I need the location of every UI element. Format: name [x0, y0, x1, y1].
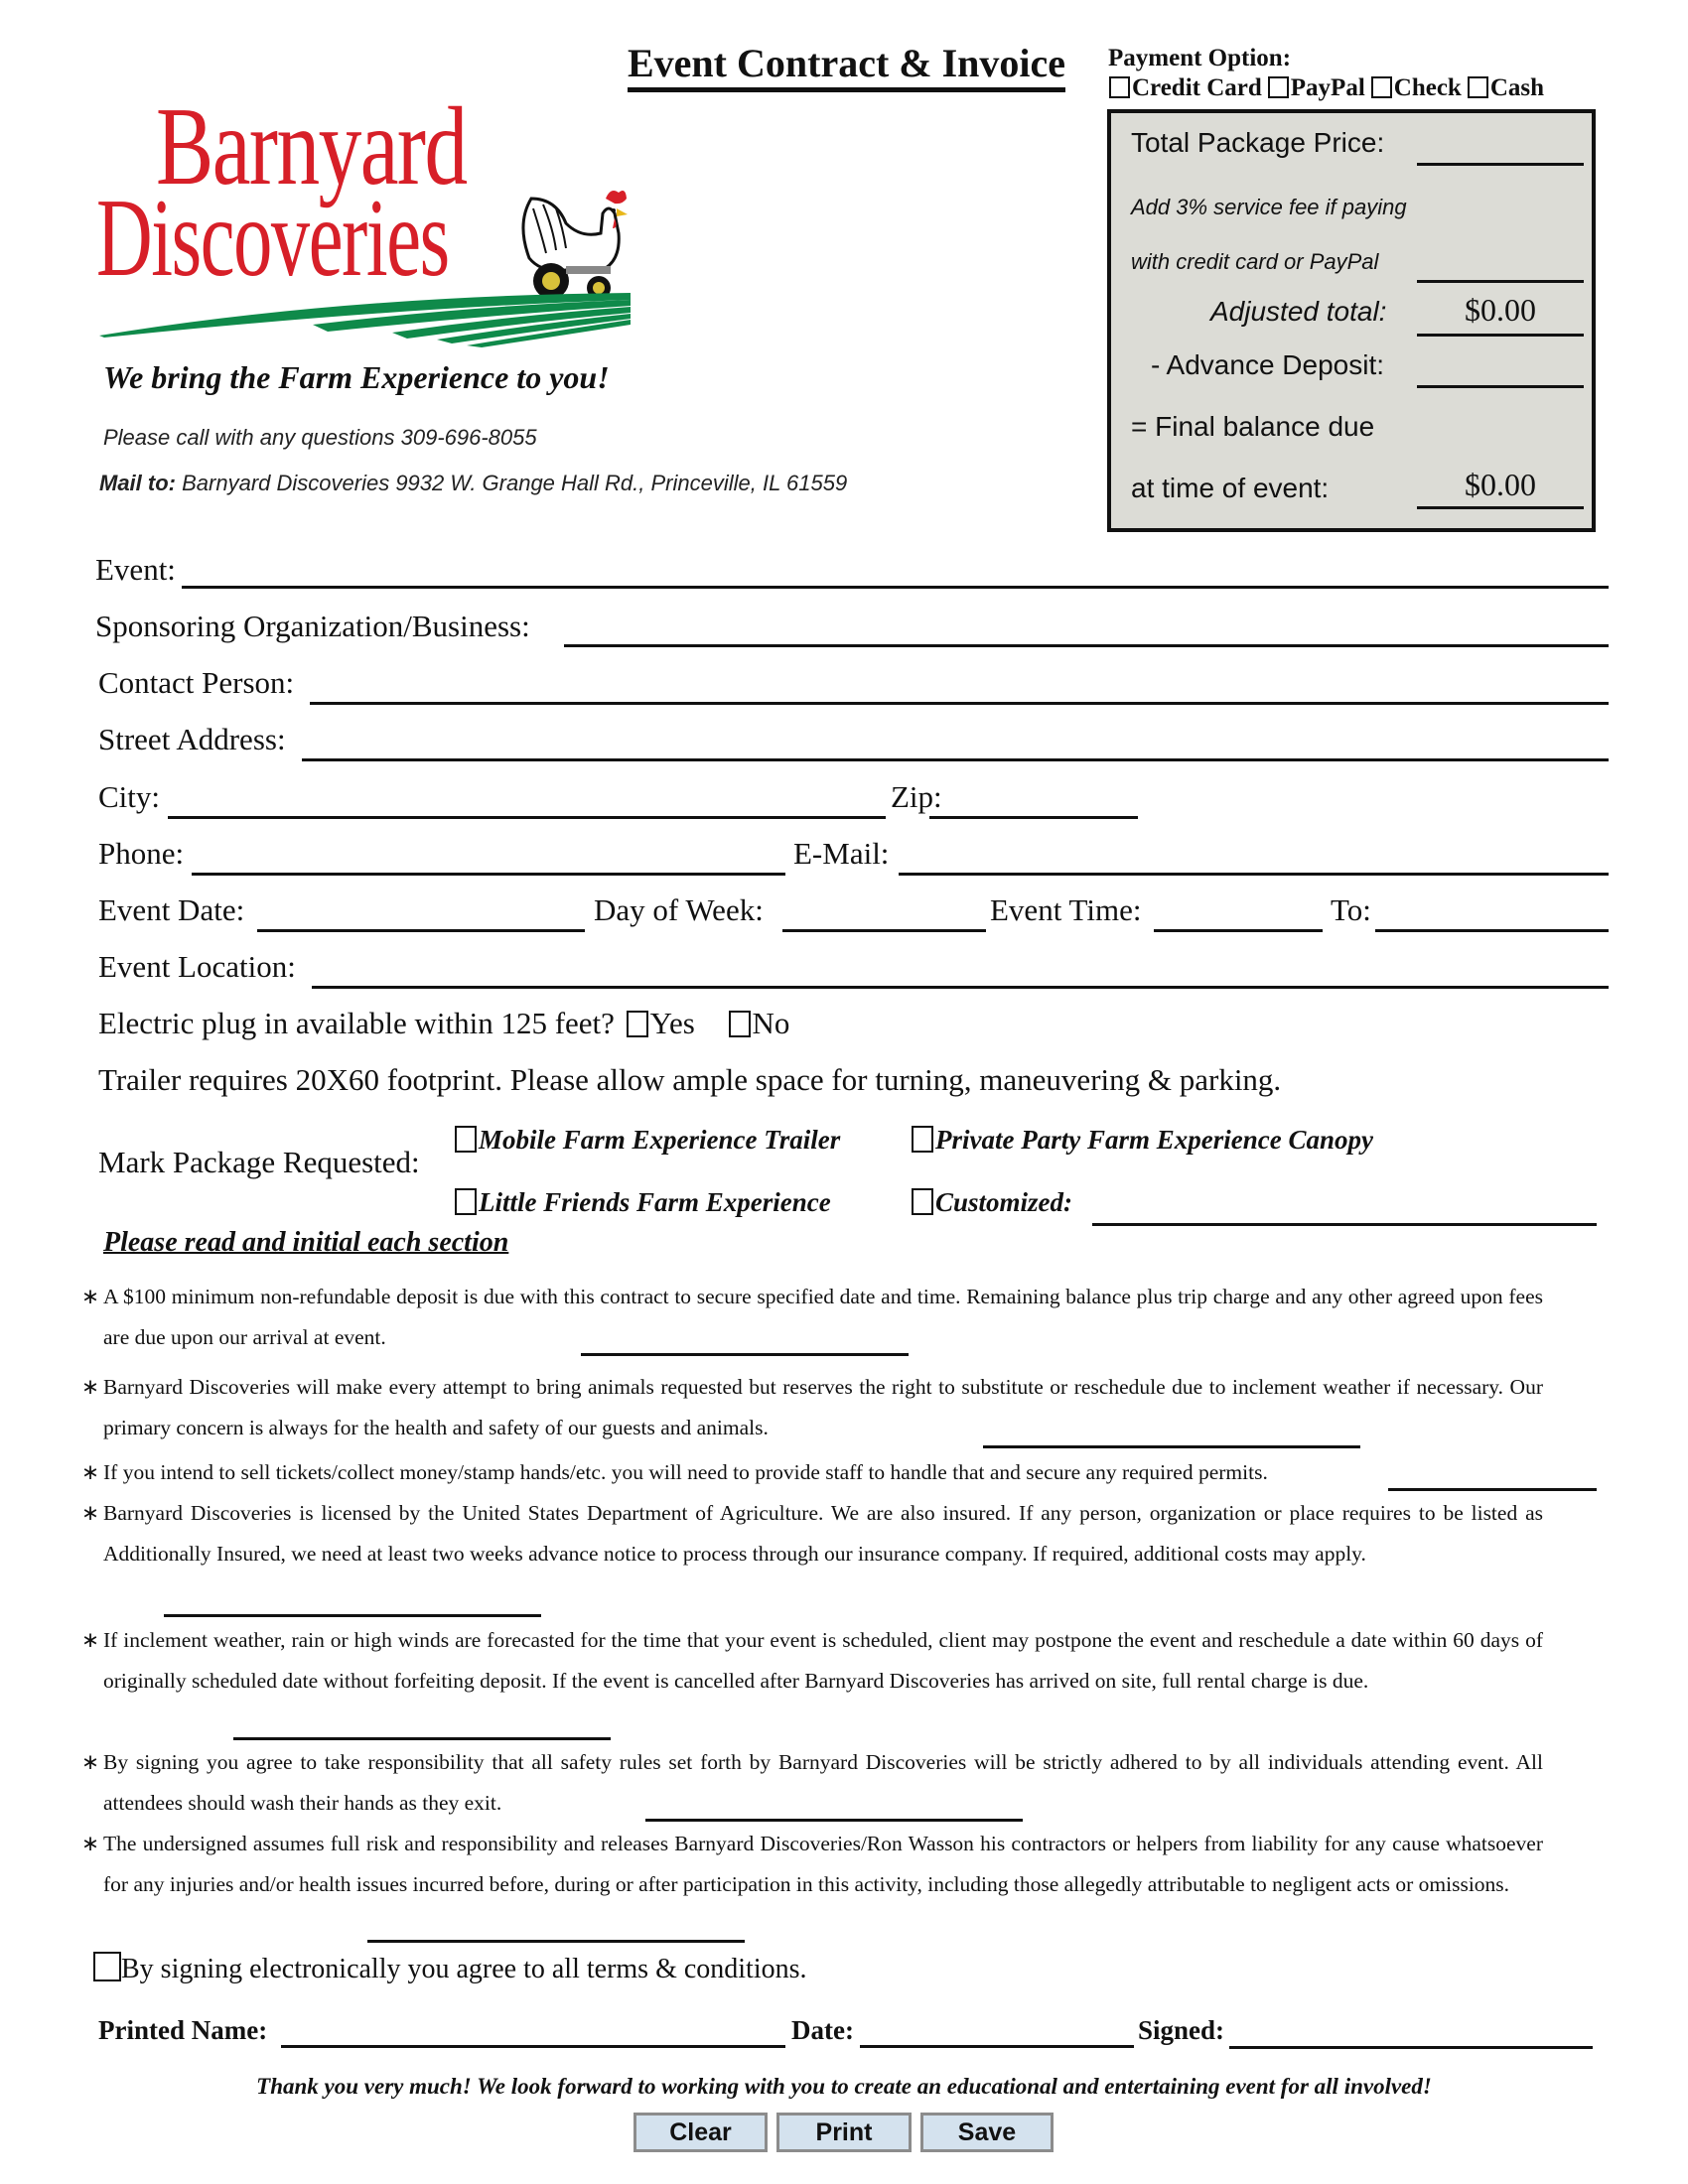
event-time-label: Event Time: [990, 892, 1142, 927]
day-of-week-label: Day of Week: [594, 892, 764, 927]
advance-deposit-field[interactable] [1417, 385, 1584, 388]
street-address-field[interactable] [302, 758, 1609, 761]
at-time-of-event-label: at time of event: [1131, 473, 1330, 503]
initial-field-1[interactable] [581, 1353, 909, 1356]
initial-field-3[interactable] [1388, 1488, 1597, 1491]
asterisk-icon: ∗ [81, 1501, 100, 1525]
asterisk-icon: ∗ [81, 1285, 100, 1308]
clear-button[interactable]: Clear [633, 2113, 768, 2152]
paypal-checkbox[interactable] [1268, 76, 1289, 98]
package-mobile-farm[interactable]: Mobile Farm Experience Trailer [455, 1122, 840, 1158]
asterisk-icon: ∗ [81, 1832, 100, 1855]
to-field[interactable] [1375, 929, 1609, 932]
signature-field[interactable] [1229, 2046, 1593, 2049]
term-item-safety: ∗ By signing you agree to take responsibility that all safety rules set forth by Barnyard Discoveries will be strictly adhered to by all individuals attending event. All attendees should wash their hands as they exit. [83, 1742, 1543, 1824]
cash-checkbox[interactable] [1468, 76, 1488, 98]
sponsor-field[interactable] [564, 644, 1609, 647]
total-package-price-field[interactable] [1417, 163, 1584, 166]
event-date-field[interactable] [257, 929, 585, 932]
asterisk-icon: ∗ [81, 1375, 100, 1399]
total-package-price-label: Total Package Price: [1131, 127, 1385, 158]
event-date-label: Event Date: [98, 892, 245, 927]
final-balance-label: = Final balance due [1131, 411, 1375, 442]
payment-option-check[interactable]: Check [1371, 74, 1462, 101]
city-field[interactable] [168, 816, 886, 819]
trailer-note: Trailer requires 20X60 footprint. Please allow ample space for turning, maneuvering & parking. [98, 1062, 1282, 1097]
event-location-field[interactable] [312, 986, 1609, 989]
zip-label: Zip: [891, 779, 942, 814]
contact-person-label: Contact Person: [98, 665, 295, 700]
package-private-party-checkbox[interactable] [912, 1126, 933, 1153]
initial-field-6[interactable] [645, 1819, 1023, 1822]
package-little-friends[interactable]: Little Friends Farm Experience [455, 1184, 831, 1220]
asterisk-icon: ∗ [81, 1460, 100, 1484]
payment-option-credit-card[interactable]: Credit Card [1109, 74, 1262, 101]
page-title: Event Contract & Invoice [628, 40, 1065, 92]
save-button[interactable]: Save [920, 2113, 1054, 2152]
email-label: E-Mail: [793, 836, 890, 871]
service-fee-note-2: with credit card or PayPal [1131, 249, 1379, 274]
term-item-tickets: ∗ If you intend to sell tickets/collect money/stamp hands/etc. you will need to provide staff to handle that and secure any required permits. [83, 1452, 1543, 1493]
package-little-friends-checkbox[interactable] [455, 1188, 477, 1215]
company-logo [94, 85, 650, 344]
advance-deposit-label: - Advance Deposit: [1151, 349, 1385, 380]
payment-option-paypal[interactable]: PayPal [1268, 74, 1365, 101]
street-address-label: Street Address: [98, 722, 286, 756]
final-balance-value: $0.00 [1465, 467, 1536, 502]
agree-terms[interactable]: By signing electronically you agree to all terms & conditions. [93, 1952, 807, 1987]
email-field[interactable] [899, 873, 1609, 876]
mail-address: Barnyard Discoveries 9932 W. Grange Hall Rd., Princeville, IL 61559 [182, 471, 848, 495]
printed-name-field[interactable] [281, 2045, 785, 2048]
mail-label: Mail to: [99, 471, 176, 495]
city-label: City: [98, 779, 161, 814]
contact-person-field[interactable] [310, 702, 1609, 705]
event-location-label: Event Location: [98, 949, 296, 984]
printed-name-label: Printed Name: [98, 2015, 268, 2045]
event-time-field[interactable] [1154, 929, 1323, 932]
service-fee-note-1: Add 3% service fee if paying [1131, 195, 1407, 219]
event-field[interactable] [182, 586, 1609, 589]
package-private-party[interactable]: Private Party Farm Experience Canopy [912, 1122, 1373, 1158]
term-item-liability: ∗ The undersigned assumes full risk and responsibility and releases Barnyard Discoveries/Ron Wasson his contractors or helpers from liability for any cause whatsoever for any injuries and/or health issues incurred before, during or after participation in this activity, including those allegedly attributable to negligent acts or omissions. [83, 1824, 1543, 1905]
initial-field-2[interactable] [983, 1445, 1360, 1448]
electric-no-checkbox[interactable] [729, 1011, 751, 1037]
electric-question [98, 1006, 789, 1041]
initial-field-7[interactable] [367, 1940, 745, 1943]
adjusted-total-value: $0.00 [1465, 292, 1536, 328]
signed-label: Signed: [1138, 2015, 1225, 2045]
rooster-on-tractor-icon [511, 179, 640, 303]
phone-line: Please call with any questions 309-696-8055 [103, 425, 537, 450]
term-item-animals: ∗ Barnyard Discoveries will make every attempt to bring animals requested but reserves the right to substitute or reschedule due to inclement weather if necessary. Our primary concern is always for the health and safety of our guests and animals. [83, 1367, 1543, 1448]
package-customized[interactable]: Customized: [912, 1184, 1072, 1220]
tagline: We bring the Farm Experience to you! [103, 359, 610, 395]
package-mobile-farm-checkbox[interactable] [455, 1126, 477, 1153]
payment-options [1109, 74, 1550, 102]
initial-field-5[interactable] [233, 1737, 611, 1740]
package-customized-checkbox[interactable] [912, 1188, 933, 1215]
electric-yes-checkbox[interactable] [627, 1011, 648, 1037]
payment-option-title: Payment Option: [1108, 45, 1292, 71]
adjusted-total-field [1417, 334, 1584, 337]
field-stripes-graphic [94, 288, 635, 347]
adjusted-total-label: Adjusted total: [1210, 296, 1387, 327]
service-fee-field[interactable] [1417, 280, 1584, 283]
initial-field-4[interactable] [164, 1614, 541, 1617]
price-summary-box [1107, 109, 1596, 532]
term-item-deposit: ∗ A $100 minimum non-refundable deposit is due with this contract to secure specified date and time. Remaining balance plus trip charge and any other agreed upon fees are due upon our arrival at event. [83, 1277, 1543, 1358]
credit-card-checkbox[interactable] [1109, 76, 1130, 98]
date-label: Date: [791, 2015, 854, 2045]
payment-option-cash[interactable]: Cash [1468, 74, 1544, 101]
electric-question-label: Electric plug in available within 125 feet? [98, 1006, 615, 1040]
logo-discoveries-text: Discoveries [96, 177, 449, 300]
final-balance-field [1417, 506, 1584, 509]
day-of-week-field[interactable] [782, 929, 986, 932]
asterisk-icon: ∗ [81, 1750, 100, 1774]
term-item-weather: ∗ If inclement weather, rain or high winds are forecasted for the time that your event is scheduled, client may postpone the event and reschedule a date within 60 days of originally scheduled date without forfeiting deposit. If the event is cancelled after Barnyard Discoveries has arrived on site, full rental charge is due. [83, 1620, 1543, 1702]
print-button[interactable]: Print [776, 2113, 912, 2152]
logo-barnyard-text: Barnyard [156, 85, 467, 208]
electric-no-option[interactable]: No [729, 1006, 790, 1040]
zip-field[interactable] [929, 816, 1138, 819]
event-label: Event: [95, 552, 176, 587]
term-item-insurance: ∗ Barnyard Discoveries is licensed by the United States Department of Agriculture. We are also insured. If any person, organization or place requires to be listed as Additionally Insured, we need at least two weeks advance notice to process through our insurance company. If required, additional costs may apply. [83, 1493, 1543, 1574]
phone-label: Phone: [98, 836, 185, 871]
check-checkbox[interactable] [1371, 76, 1392, 98]
date-field[interactable] [860, 2045, 1134, 2048]
mail-line [99, 471, 847, 496]
terms-heading: Please read and initial each section [103, 1227, 509, 1258]
thank-you-message: Thank you very much! We look forward to working with you to create an educational and entertaining event for all involved! [256, 2074, 1432, 2099]
asterisk-icon: ∗ [81, 1628, 100, 1652]
customized-field[interactable] [1092, 1223, 1597, 1226]
sponsor-label: Sponsoring Organization/Business: [95, 609, 530, 643]
to-label: To: [1331, 892, 1371, 927]
agree-terms-checkbox[interactable] [93, 1952, 121, 1981]
electric-yes-option[interactable]: Yes [627, 1006, 695, 1040]
phone-field[interactable] [192, 873, 785, 876]
package-label: Mark Package Requested: [98, 1145, 420, 1179]
